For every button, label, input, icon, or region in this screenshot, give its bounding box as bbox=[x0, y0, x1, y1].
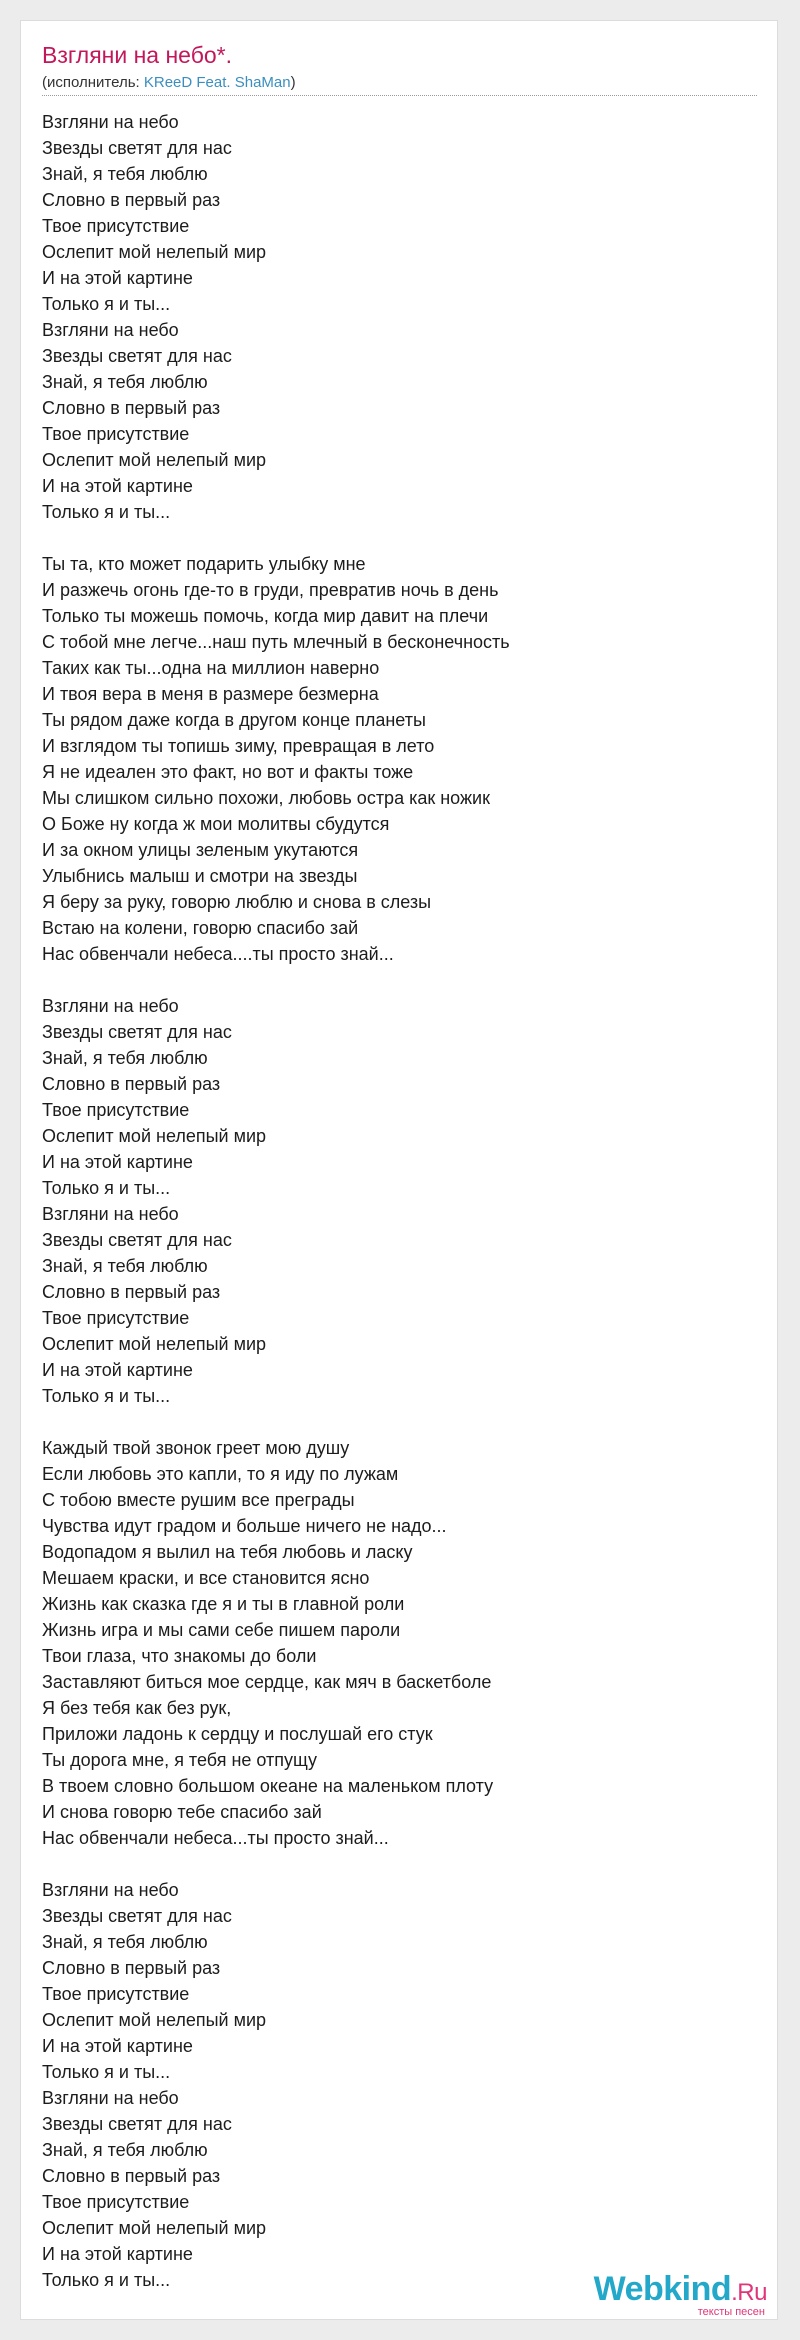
lyric-line: Твое присутствие bbox=[42, 216, 190, 236]
lyric-line: Только я и ты... bbox=[42, 294, 171, 314]
stanza-break bbox=[42, 1409, 757, 1435]
lyric-line: Ослепит мой нелепый мир bbox=[42, 1334, 267, 1354]
lyric-line: Звезды светят для нас bbox=[42, 346, 232, 366]
lyric-line: С тобою вместе рушим все преграды bbox=[42, 1490, 355, 1510]
webkind-logo[interactable] bbox=[583, 2269, 773, 2319]
lyric-line: Взгляни на небо bbox=[42, 320, 179, 340]
lyric-line: Таких как ты...одна на миллион наверно bbox=[42, 658, 380, 678]
artist-prefix: (исполнитель: bbox=[42, 74, 144, 91]
lyric-line: Жизнь игра и мы сами себе пишем пароли bbox=[42, 1620, 401, 1640]
lyric-line: И снова говорю тебе спасибо зай bbox=[42, 1802, 322, 1822]
lyric-line: Только я и ты... bbox=[42, 2062, 171, 2082]
lyrics-body bbox=[42, 109, 757, 2293]
lyric-line: Твое присутствие bbox=[42, 1984, 190, 2004]
lyric-line: И разжечь огонь где-то в груди, превратив ночь в день bbox=[42, 580, 499, 600]
lyric-line: Чувства идут градом и больше ничего не надо... bbox=[42, 1516, 447, 1536]
lyric-line: Мы слишком сильно похожи, любовь остра как ножик bbox=[42, 788, 490, 808]
logo-tagline: тексты песен bbox=[697, 2306, 765, 2318]
lyric-line: Взгляни на небо bbox=[42, 1880, 179, 1900]
lyric-line: С тобой мне легче...наш путь млечный в бесконечность bbox=[42, 632, 510, 652]
lyric-line: Звезды светят для нас bbox=[42, 138, 232, 158]
lyric-line: И на этой картине bbox=[42, 2036, 193, 2056]
lyric-line: Ты дорога мне, я тебя не отпущу bbox=[42, 1750, 318, 1770]
lyrics-card bbox=[20, 20, 778, 2320]
lyric-line: Только я и ты... bbox=[42, 1386, 171, 1406]
lyric-line: И на этой картине bbox=[42, 268, 193, 288]
lyric-line: Словно в первый раз bbox=[42, 398, 221, 418]
lyric-line: И на этой картине bbox=[42, 1152, 193, 1172]
lyric-line: Мешаем краски, и все становится ясно bbox=[42, 1568, 370, 1588]
stanza-break bbox=[42, 525, 757, 551]
lyric-line: Каждый твой звонок греет мою душу bbox=[42, 1438, 350, 1458]
artist-suffix: ) bbox=[290, 74, 296, 91]
lyric-line: Я беру за руку, говорю люблю и снова в слезы bbox=[42, 892, 432, 912]
lyric-line: Знай, я тебя люблю bbox=[42, 2140, 208, 2160]
lyric-line: Взгляни на небо bbox=[42, 2088, 179, 2108]
lyric-line: И на этой картине bbox=[42, 1360, 193, 1380]
lyric-line: Знай, я тебя люблю bbox=[42, 164, 208, 184]
logo-tld-text: .Ru bbox=[731, 2279, 767, 2306]
lyric-line: Твое присутствие bbox=[42, 424, 190, 444]
lyric-line: Твое присутствие bbox=[42, 2192, 190, 2212]
lyric-line: Ослепит мой нелепый мир bbox=[42, 1126, 267, 1146]
lyric-line: Твое присутствие bbox=[42, 1100, 190, 1120]
lyric-line: Взгляни на небо bbox=[42, 1204, 179, 1224]
lyric-line: Нас обвенчали небеса....ты просто знай... bbox=[42, 944, 394, 964]
lyric-line: И взглядом ты топишь зиму, превращая в лето bbox=[42, 736, 435, 756]
lyric-line: И за окном улицы зеленым укутаются bbox=[42, 840, 359, 860]
lyric-line: Только я и ты... bbox=[42, 502, 171, 522]
lyric-line: Заставляют биться мое сердце, как мяч в баскетболе bbox=[42, 1672, 492, 1692]
lyric-line: Жизнь как сказка где я и ты в главной роли bbox=[42, 1594, 405, 1614]
artist-line bbox=[42, 73, 296, 93]
lyric-line: Взгляни на небо bbox=[42, 112, 179, 132]
lyric-line: И на этой картине bbox=[42, 2244, 193, 2264]
lyric-line: Я без тебя как без рук, bbox=[42, 1698, 232, 1718]
lyric-line: В твоем словно большом океане на маленьком плоту bbox=[42, 1776, 494, 1796]
lyric-line: Только я и ты... bbox=[42, 2270, 171, 2290]
lyric-line: Только я и ты... bbox=[42, 1178, 171, 1198]
lyric-line: Знай, я тебя люблю bbox=[42, 372, 208, 392]
lyric-line: Ослепит мой нелепый мир bbox=[42, 242, 267, 262]
lyric-line: Ослепит мой нелепый мир bbox=[42, 450, 267, 470]
lyric-line: Словно в первый раз bbox=[42, 1282, 221, 1302]
lyric-line: Приложи ладонь к сердцу и послушай его стук bbox=[42, 1724, 433, 1744]
logo-main-text: Webkind bbox=[593, 2270, 732, 2308]
stanza-break bbox=[42, 967, 757, 993]
lyric-line: Звезды светят для нас bbox=[42, 1230, 232, 1250]
title-divider bbox=[42, 95, 757, 96]
lyric-line: Ослепит мой нелепый мир bbox=[42, 2010, 267, 2030]
lyric-line: И на этой картине bbox=[42, 476, 193, 496]
lyric-line: Словно в первый раз bbox=[42, 190, 221, 210]
lyric-line: Словно в первый раз bbox=[42, 1958, 221, 1978]
lyric-line: Знай, я тебя люблю bbox=[42, 1048, 208, 1068]
lyric-line: Твое присутствие bbox=[42, 1308, 190, 1328]
lyric-line: Встаю на колени, говорю спасибо зай bbox=[42, 918, 359, 938]
lyric-line: Водопадом я вылил на тебя любовь и ласку bbox=[42, 1542, 413, 1562]
lyric-line: Взгляни на небо bbox=[42, 996, 179, 1016]
artist-link[interactable]: KReeD Feat. ShaMan bbox=[143, 74, 291, 91]
lyric-line: Твои глаза, что знакомы до боли bbox=[42, 1646, 317, 1666]
lyric-line: Улыбнись малыш и смотри на звезды bbox=[42, 866, 358, 886]
lyric-line: Ты рядом даже когда в другом конце планеты bbox=[42, 710, 426, 730]
lyric-line: Звезды светят для нас bbox=[42, 1906, 232, 1926]
stanza-break bbox=[42, 1851, 757, 1877]
lyric-line: Знай, я тебя люблю bbox=[42, 1932, 208, 1952]
lyric-line: Только ты можешь помочь, когда мир давит на плечи bbox=[42, 606, 489, 626]
lyric-line: Если любовь это капли, то я иду по лужам bbox=[42, 1464, 399, 1484]
lyric-line: И твоя вера в меня в размере безмерна bbox=[42, 684, 379, 704]
lyric-line: Звезды светят для нас bbox=[42, 2114, 232, 2134]
lyric-line: Ты та, кто может подарить улыбку мне bbox=[42, 554, 366, 574]
lyric-line: Ослепит мой нелепый мир bbox=[42, 2218, 267, 2238]
lyric-line: Знай, я тебя люблю bbox=[42, 1256, 208, 1276]
lyric-line: Словно в первый раз bbox=[42, 2166, 221, 2186]
lyric-line: Нас обвенчали небеса...ты просто знай... bbox=[42, 1828, 389, 1848]
lyric-line: Я не идеален это факт, но вот и факты тоже bbox=[42, 762, 414, 782]
lyric-line: Словно в первый раз bbox=[42, 1074, 221, 1094]
song-title: Взгляни на небо*. bbox=[42, 42, 233, 68]
lyric-line: О Боже ну когда ж мои молитвы сбудутся bbox=[42, 814, 390, 834]
lyric-line: Звезды светят для нас bbox=[42, 1022, 232, 1042]
